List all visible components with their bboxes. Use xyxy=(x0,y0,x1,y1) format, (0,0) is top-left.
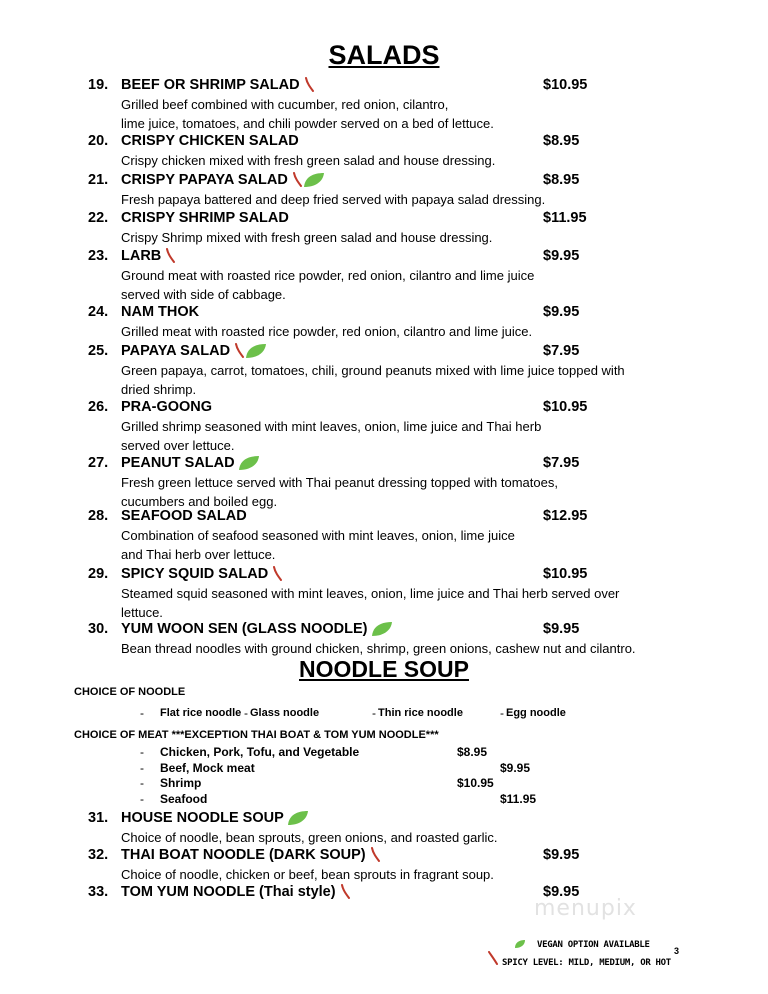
noodle-option: Egg noodle xyxy=(506,707,566,719)
item-price: $8.95 xyxy=(543,172,580,188)
item-number: 22. xyxy=(88,210,109,226)
item-number: 29. xyxy=(88,566,109,582)
item-number: 24. xyxy=(88,304,109,320)
dash: - xyxy=(140,792,144,806)
item-name: THAI BOAT NOODLE (DARK SOUP) xyxy=(121,847,366,863)
leaf-icon xyxy=(371,621,393,637)
item-name: NAM THOK xyxy=(121,304,200,320)
item-number: 20. xyxy=(88,133,109,149)
item-number: 23. xyxy=(88,248,109,264)
item-icons xyxy=(291,172,325,188)
dash: - xyxy=(372,706,376,720)
item-name-wrap xyxy=(121,399,212,415)
item-description: Grilled meat with roasted rice powder, red onion, cilantro and lime juice. xyxy=(121,324,533,339)
noodle-option: Thin rice noodle xyxy=(378,707,463,719)
item-icons xyxy=(371,621,393,637)
item-name-wrap xyxy=(121,77,315,93)
noodle-option: Glass noodle xyxy=(250,707,320,719)
noodle-soup-heading: NOODLE SOUP xyxy=(299,656,469,682)
item-description: Green papaya, carrot, tomatoes, chili, ground peanuts mixed with lime juice topped with xyxy=(121,363,625,378)
item-icons xyxy=(233,343,267,359)
item-name: HOUSE NOODLE SOUP xyxy=(121,810,284,826)
item-price: $9.95 xyxy=(543,304,580,320)
item-price: $8.95 xyxy=(543,133,580,149)
page-number: 3 xyxy=(674,946,680,956)
legend-vegan: VEGAN OPTION AVAILABLE xyxy=(537,940,650,950)
item-name: SEAFOOD SALAD xyxy=(121,508,247,524)
item-icons xyxy=(287,810,309,826)
chili-icon xyxy=(487,951,499,965)
leaf-icon xyxy=(303,172,325,188)
item-icons xyxy=(238,455,260,471)
item-price: $10.95 xyxy=(543,77,588,93)
meat-option: Seafood xyxy=(160,792,208,806)
chili-icon xyxy=(233,343,245,359)
choice-of-noodle-label: CHOICE OF NOODLE xyxy=(74,686,186,698)
item-description: Steamed squid seasoned with mint leaves, onion, lime juice and Thai herb served over xyxy=(121,586,620,601)
item-price: $12.95 xyxy=(543,508,588,524)
item-number: 31. xyxy=(88,810,109,826)
item-description: Fresh green lettuce served with Thai peanut dressing topped with tomatoes, xyxy=(121,475,558,490)
item-description: Fresh papaya battered and deep fried served with papaya salad dressing. xyxy=(121,192,546,207)
item-name: SPICY SQUID SALAD xyxy=(121,566,269,582)
item-name-wrap xyxy=(121,133,299,149)
item-number: 30. xyxy=(88,621,109,637)
chili-icon xyxy=(291,172,303,188)
chili-icon xyxy=(339,884,351,900)
meat-price: $10.95 xyxy=(457,776,494,790)
dash: - xyxy=(244,706,248,720)
item-name: BEEF OR SHRIMP SALAD xyxy=(121,77,300,93)
dash: - xyxy=(140,761,144,775)
chili-icon xyxy=(369,847,381,863)
chili-icon xyxy=(271,566,283,582)
dash: - xyxy=(140,706,144,720)
item-number: 28. xyxy=(88,508,109,524)
meat-price: $8.95 xyxy=(457,745,488,759)
item-price: $9.95 xyxy=(543,884,580,900)
item-name-wrap xyxy=(121,172,325,188)
item-number: 21. xyxy=(88,172,109,188)
item-name-wrap xyxy=(121,621,393,637)
item-icons xyxy=(271,566,283,582)
item-name-wrap xyxy=(121,810,309,826)
item-price: $9.95 xyxy=(543,621,580,637)
item-name: CRISPY SHRIMP SALAD xyxy=(121,210,289,226)
dash: - xyxy=(140,745,144,759)
item-description: Crispy chicken mixed with fresh green salad and house dressing. xyxy=(121,153,496,168)
item-name-wrap xyxy=(121,455,260,471)
item-icons xyxy=(303,77,315,93)
item-price: $7.95 xyxy=(543,343,580,359)
item-name-wrap xyxy=(121,210,289,226)
dash: - xyxy=(140,776,144,790)
item-name-wrap xyxy=(121,847,381,863)
meat-option: Chicken, Pork, Tofu, and Vegetable xyxy=(160,745,360,759)
item-price: $11.95 xyxy=(543,210,587,226)
item-description: Ground meat with roasted rice powder, red onion, cilantro and lime juice xyxy=(121,268,535,283)
leaf-icon xyxy=(245,343,267,359)
item-description: Crispy Shrimp mixed with fresh green salad and house dressing. xyxy=(121,230,493,245)
item-price: $10.95 xyxy=(543,566,588,582)
item-icons xyxy=(164,248,176,264)
item-name: PEANUT SALAD xyxy=(121,455,235,471)
leaf-icon xyxy=(287,810,309,826)
item-description: Grilled beef combined with cucumber, red onion, cilantro, xyxy=(121,97,449,112)
item-number: 32. xyxy=(88,847,109,863)
item-number: 33. xyxy=(88,884,109,900)
item-name-wrap xyxy=(121,304,199,320)
item-description: served with side of cabbage. xyxy=(121,286,286,302)
item-name-wrap xyxy=(121,566,283,582)
item-name: CRISPY CHICKEN SALAD xyxy=(121,133,299,149)
item-name: YUM WOON SEN (GLASS NOODLE) xyxy=(121,621,368,637)
item-name: CRISPY PAPAYA SALAD xyxy=(121,172,288,188)
watermark: menupix xyxy=(534,896,637,921)
item-number: 19. xyxy=(88,77,109,93)
meat-option: Beef, Mock meat xyxy=(160,761,255,775)
leaf-icon xyxy=(514,939,526,949)
meat-price: $11.95 xyxy=(500,792,537,806)
item-price: $10.95 xyxy=(543,399,588,415)
item-description: Bean thread noodles with ground chicken, shrimp, green onions, cashew nut and cilantro. xyxy=(121,641,636,656)
item-description: served over lettuce. xyxy=(121,437,235,453)
item-price: $9.95 xyxy=(543,847,580,863)
item-price: $7.95 xyxy=(543,455,580,471)
item-number: 26. xyxy=(88,399,109,415)
item-description: and Thai herb over lettuce. xyxy=(121,546,276,562)
item-number: 25. xyxy=(88,343,109,359)
item-description: cucumbers and boiled egg. xyxy=(121,493,278,509)
item-name: PAPAYA SALAD xyxy=(121,343,231,359)
item-icons xyxy=(339,884,351,900)
item-name: TOM YUM NOODLE (Thai style) xyxy=(121,884,336,900)
item-description: Choice of noodle, chicken or beef, bean sprouts in fragrant soup. xyxy=(121,867,494,882)
item-name-wrap xyxy=(121,884,351,900)
leaf-icon xyxy=(238,455,260,471)
chili-icon xyxy=(303,77,315,93)
noodle-option: Flat rice noodle xyxy=(160,707,242,719)
item-description: Combination of seafood seasoned with mint leaves, onion, lime juice xyxy=(121,528,515,543)
item-description: lettuce. xyxy=(121,604,163,620)
meat-option: Shrimp xyxy=(160,776,202,790)
item-icons xyxy=(369,847,381,863)
item-description: dried shrimp. xyxy=(121,381,197,397)
item-number: 27. xyxy=(88,455,109,471)
legend-spicy: SPICY LEVEL: MILD, MEDIUM, OR HOT xyxy=(502,958,671,968)
item-name: PRA-GOONG xyxy=(121,399,213,415)
item-price: $9.95 xyxy=(543,248,580,264)
item-name-wrap xyxy=(121,248,176,264)
item-name: LARB xyxy=(121,248,162,264)
item-description: Grilled shrimp seasoned with mint leaves, onion, lime juice and Thai herb xyxy=(121,419,542,434)
item-name-wrap xyxy=(121,343,267,359)
item-name-wrap xyxy=(121,508,247,524)
item-description: Choice of noodle, bean sprouts, green onions, and roasted garlic. xyxy=(121,830,498,845)
dash: - xyxy=(500,706,504,720)
salads-heading: SALADS xyxy=(328,40,440,70)
meat-price: $9.95 xyxy=(500,761,531,775)
choice-of-meat-label: CHOICE OF MEAT ***EXCEPTION THAI BOAT & TOM YUM NOODLE*** xyxy=(74,729,439,741)
chili-icon xyxy=(164,248,176,264)
item-description: lime juice, tomatoes, and chili powder served on a bed of lettuce. xyxy=(121,115,494,131)
